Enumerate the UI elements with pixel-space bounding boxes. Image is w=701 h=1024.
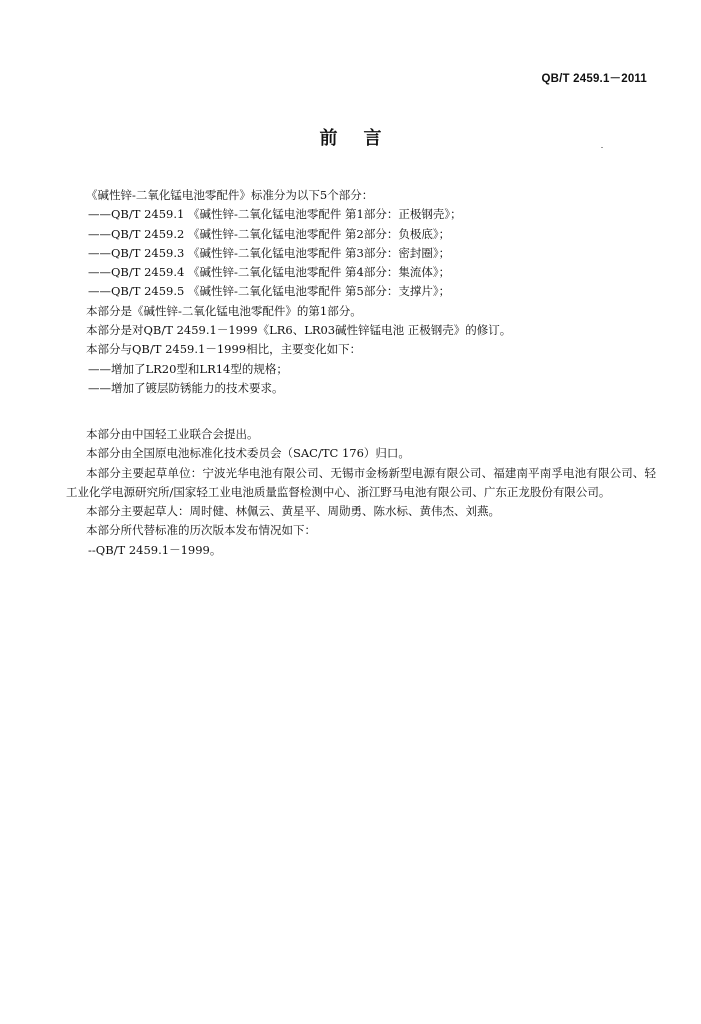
comparison-statement: 本部分与QB/T 2459.1－1999相比，主要变化如下： — [86, 342, 362, 357]
part-list-item: ——QB/T 2459.4 《碱性锌-二氧化锰电池零配件 第4部分：集流体》； — [88, 265, 451, 280]
scan-speck — [601, 147, 603, 148]
drafting-units: 本部分主要起草单位：宁波光华电池有限公司、无锡市金杨新型电源有限公司、福建南平南孚电池有限公司、轻工业化学电源研究所/国家轻工业电池质量监督检测中心、浙江野马电池有限公司、广东正龙股份有限公司。 — [66, 465, 656, 499]
history-lead: 本部分所代替标准的历次版本发布情况如下： — [86, 523, 316, 538]
drafters: 本部分主要起草人：周时健、林佩云、黄星平、周勋勇、陈水标、黄伟杰、刘燕。 — [86, 504, 500, 519]
foreword-intro — [66, 186, 656, 398]
part-list-item: ——QB/T 2459.2 《碱性锌-二氧化锰电池零配件 第2部分：负极底》； — [88, 226, 451, 241]
history-item: --QB/T 2459.1－1999。 — [88, 542, 222, 557]
standard-code-header: QB/T 2459.1－2011 — [541, 73, 647, 85]
intro-lead: 《碱性锌-二氧化锰电池零配件》标准分为以下5个部分： — [86, 188, 374, 202]
change-item: ——增加了镀层防锈能力的技术要求。 — [88, 380, 284, 395]
part-list-item: ——QB/T 2459.1 《碱性锌-二氧化锰电池零配件 第1部分：正极钢壳》； — [88, 207, 462, 222]
this-part-statement: 本部分是《碱性锌-二氧化锰电池零配件》的第1部分。 — [86, 303, 362, 318]
change-item: ——增加了LR20型和LR14型的规格； — [88, 361, 288, 376]
part-list-item: ——QB/T 2459.5 《碱性锌-二氧化锰电池零配件 第5部分：支撑片》； — [88, 284, 451, 299]
revision-statement: 本部分是对QB/T 2459.1－1999《LR6、LR03碱性锌锰电池 正极钢壳》的修订。 — [86, 323, 512, 338]
page-title: 前言 — [319, 128, 408, 149]
proposed-by: 本部分由中国轻工业联合会提出。 — [86, 427, 259, 441]
managed-by: 本部分由全国原电池标准化技术委员会（SAC/TC 176）归口。 — [86, 446, 410, 461]
foreword-info — [66, 425, 656, 560]
part-list-item: ——QB/T 2459.3 《碱性锌-二氧化锰电池零配件 第3部分：密封圈》； — [88, 245, 451, 260]
